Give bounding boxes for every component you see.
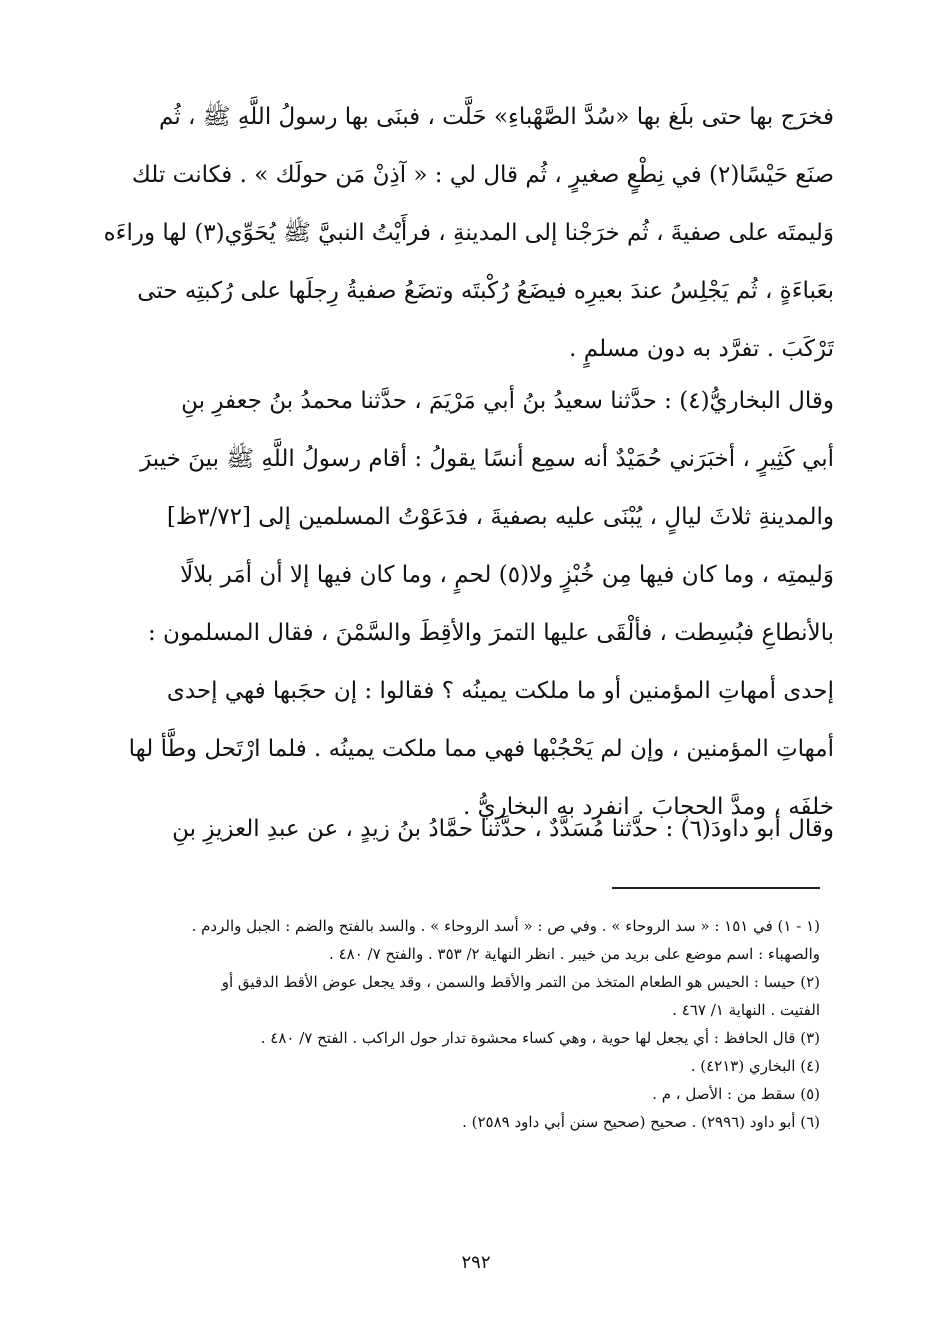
text-line: خلفَه ، ومدَّ الحجابَ . انفرد به البخاريُّ .: [463, 794, 834, 820]
text-line: فخرَج بها حتى بلَغ بها «سُدَّ الصَّهْباءِ» حَلَّت ، فبنَى بها رسولُ اللَّهِ ﷺ ، ثُم: [159, 104, 834, 130]
text-line: أبي كَثِيرٍ ، أخبَرَني حُمَيْدٌ أنه سمِع أنسًا يقولُ : أقام رسولُ اللَّهِ ﷺ بينَ خيبرَ: [140, 446, 834, 472]
text-line: وَليمتِه ، وما كان فيها مِن خُبْزٍ ولا(٥) لحمٍ ، وما كان فيها إلا أن أمَر بلالًا: [180, 562, 834, 588]
footnote-line: (٣) قال الحافظ : أي يجعل لها حوية ، وهي كساء محشوة تدار حول الراكب . الفتح ٧/ ٤٨٠ .: [260, 1029, 820, 1047]
footnote-line: (٥) سقط من : الأصل ، م .: [652, 1085, 820, 1103]
page-number: ٢٩٢: [461, 1252, 491, 1273]
footnote-line: (٢) حيسا : الحيس هو الطعام المتخذ من التمر والأقط والسمن ، وقد يجعل عوض الأقط الدقيق أو: [221, 973, 820, 991]
footnote-line: (١ - ١) في ١٥١ : « سد الروحاء » . وفي ص : « أسد الروحاء » . والسد بالفتح والضم : الجبل والردم .: [191, 917, 820, 935]
footnote-line: الفتيت . النهاية ١/ ٤٦٧ .: [672, 1001, 820, 1019]
footnote-line: (٤) البخاري (٤٢١٣) .: [690, 1057, 820, 1075]
paragraph-3: [104, 800, 834, 858]
text-line: والمدينةِ ثلاثَ ليالٍ ، يُبْنَى عليه بصفيةَ ، فدَعَوْتُ المسلمين إلى [٣/٧٢ظ]: [166, 504, 834, 530]
footnotes: [104, 912, 820, 1136]
paragraph-1: [104, 88, 834, 378]
text-line: بعَباءَةٍ ، ثُم يَجْلِسُ عندَ بعيرِه فيضَعُ رُكْبتَه وتضَعُ صفيةُ رِجلَها على رُكبتِه حتى: [137, 278, 834, 304]
paragraph-2: [104, 372, 834, 836]
text-line: وقال البخاريُّ(٤) : حدَّثنا سعيدُ بنُ أبي مَرْيَمَ ، حدَّثنا محمدُ بنُ جعفرِ بنِ: [181, 388, 834, 414]
text-line: صنَع حَيْسًا(٢) في نِطْعٍ صغيرٍ ، ثُم قال لي : « آذِنْ مَن حولَك » . فكانت تلك: [131, 162, 834, 188]
text-line: بالأنطاعِ فبُسِطت ، فألْقَى عليها التمرَ والأقِطَ والسَّمْنَ ، فقال المسلمون :: [148, 620, 834, 646]
text-line: أمهاتِ المؤمنين ، وإن لم يَحْجُبْها فهي مما ملكت يمينُه . فلما ارْتَحل وطَّأ لها: [128, 736, 834, 762]
footnote-divider: [612, 887, 820, 889]
text-line: وَليمتَه على صفيةَ ، ثُم خرَجْنا إلى المدينةِ ، فرأَيْتُ النبيَّ ﷺ يُحَوِّي(٣) لها وراءَه: [104, 220, 834, 246]
footnote-line: والصهباء : اسم موضع على بريد من خيبر . انظر النهاية ٢/ ٣٥٣ . والفتح ٧/ ٤٨٠ .: [329, 945, 820, 963]
text-line: تَرْكَبَ . تفرَّد به دون مسلمٍ .: [569, 336, 834, 362]
text-line: إحدى أمهاتِ المؤمنين أو ما ملكت يمينُه ؟ فقالوا : إن حجَبها فهي إحدى: [166, 678, 834, 704]
text-line: وقال أبو داودَ(٦) : حدَّثنا مُسَدَّدٌ ، حدَّثنا حمَّادُ بنُ زيدٍ ، عن عبدِ العزيزِ بنِ: [172, 816, 834, 842]
footnote-line: (٦) أبو داود (٢٩٩٦) . صحيح (صحيح سنن أبي داود ٢٥٨٩) .: [462, 1113, 820, 1131]
